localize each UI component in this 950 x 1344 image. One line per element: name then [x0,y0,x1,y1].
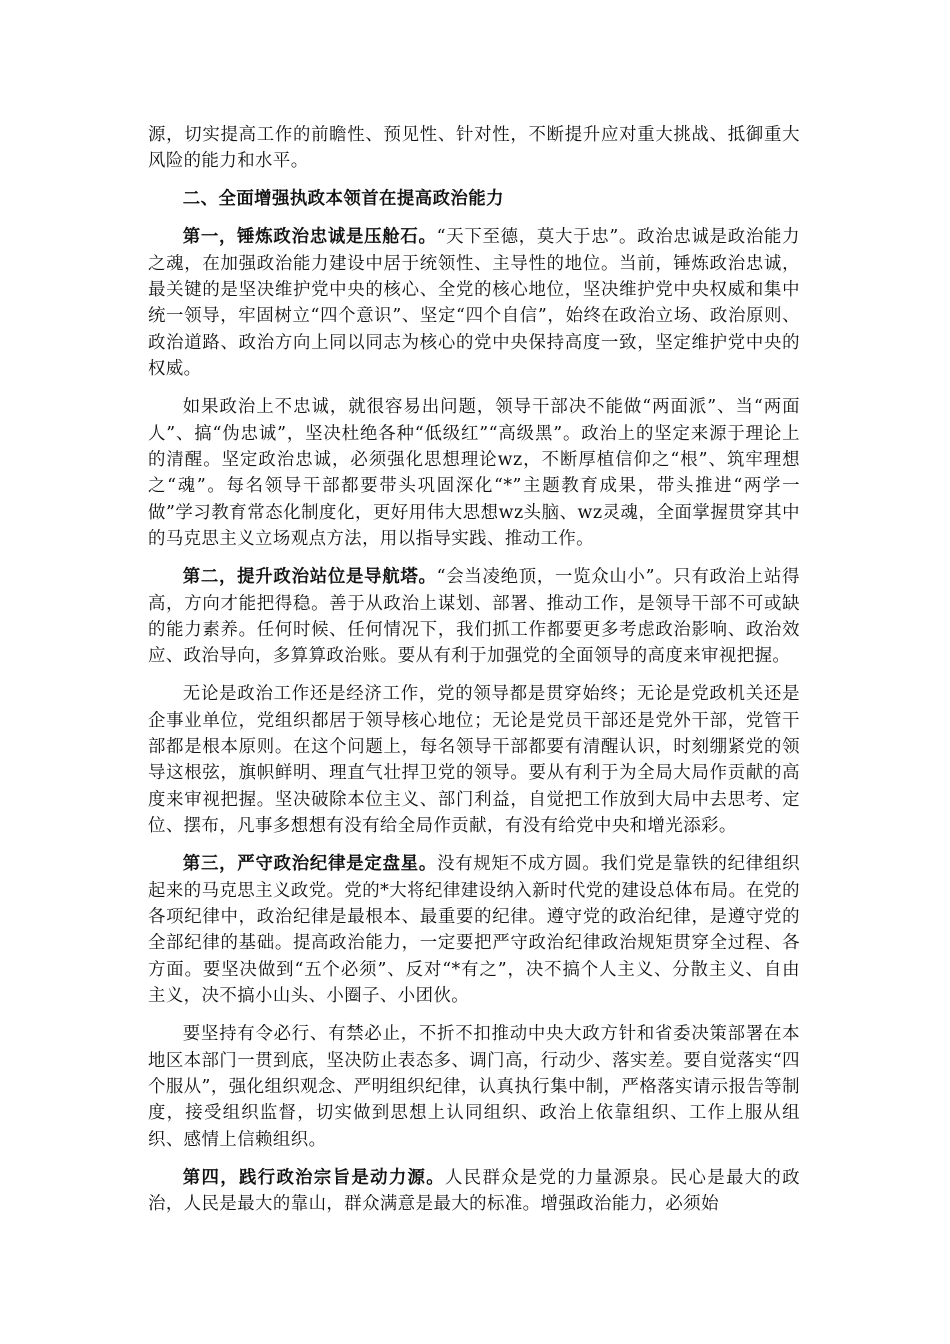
paragraph-third-discipline [148,851,800,1009]
paragraph-standpoint-detail [148,681,800,839]
paragraph-lead: 第四，践行政治宗旨是动力源。 [182,1167,446,1188]
continuation-paragraph: 源，切实提高工作的前瞻性、预见性、针对性，不断提升应对重大挑战、抵御重大风险的能力和水平。 [148,125,800,172]
paragraph-lead: 第三，严守政治纪律是定盘星。 [182,854,438,875]
paragraph-text: 人民群众是党的力量源泉。民心是最大的政治，人民是最大的靠山，群众满意是最大的标准。增强政治能力，必须始 [148,1167,800,1215]
paragraph-text: 要坚持有令必行、有禁必止，不折不扣推动中央大政方针和省委决策部署在本地区本部门一贯到底，坚决防止表态多、调门高，行动少、落实差。要自觉落实“四个服从”，强化组织观念、严明组织纪律，认真执行集中制，严格落实请示报告等制度，接受组织监督，切实做到思想上认同组织、政治上依靠组织、工作上服从组织、感情上信赖组织。 [148,1024,800,1150]
section-heading: 二、全面增强执政本领首在提高政治能力 [182,189,504,210]
paragraph-fourth-purpose [148,1165,800,1218]
paragraph-text: “会当凌绝顶，一览众山小”。只有政治上站得高，方向才能把得稳。善于从政治上谋划、部署、推动工作，是领导干部不可或缺的能力素养。任何时候、任何情况下，我们抓工作都要更多考虑政治影响、政治效应、政治导向，多算算政治账。要从有利于加强党的全面领导的高度来审视把握。 [148,567,800,667]
paragraph-text: 没有规矩不成方圆。我们党是靠铁的纪律组织起来的马克思主义政党。党的*大将纪律建设纳入新时代党的建设总体布局。在党的各项纪律中，政治纪律是最根本、最重要的纪律。遵守党的政治纪律，是遵守党的全部纪律的基础。提高政治能力，一定要把严守政治纪律政治规矩贯穿全过程、各方面。要坚决做到“五个必须”、反对“*有之”，决不搞个人主义、分散主义、自由主义，决不搞小山头、小圈子、小团伙。 [148,854,800,1007]
paragraph-lead: 第二，提升政治站位是导航塔。 [182,567,437,588]
paragraph-text: 无论是政治工作还是经济工作，党的领导都是贯穿始终；无论是党政机关还是企事业单位，党组织都居于领导核心地位；无论是党员干部还是党外干部，党管干部都是根本原则。在这个问题上，每名领导干部都要有清醒认识，时刻绷紧党的领导这根弦，旗帜鲜明、理直气壮捍卫党的领导。要从有利于为全局大局作贡献的高度来审视把握。坚决破除本位主义、部门利益，自觉把工作放到大局中去思考、定位、摆布，凡事多想想有没有给全局作贡献，有没有给党中央和增光添彩。 [148,684,800,837]
paragraph-loyalty-detail [148,394,800,552]
paragraph-first-loyalty [148,224,800,382]
paragraph-text: “天下至德，莫大于忠”。政治忠诚是政治能力之魂，在加强政治能力建设中居于统领性、主导性的地位。当前，锤炼政治忠诚，最关键的是坚决维护党中央的核心、全党的核心地位，坚决维护党中央权威和集中统一领导，牢固树立“四个意识”、坚定“四个自信”，始终在政治立场、政治原则、政治道路、政治方向上同以同志为核心的党中央保持高度一致，坚定维护党中央的权威。 [148,227,800,380]
paragraph-lead: 第一，锤炼政治忠诚是压舱石。 [182,227,437,248]
paragraph-discipline-detail [148,1021,800,1153]
document-page [148,122,800,1229]
paragraph-second-standpoint [148,564,800,670]
paragraph-text: 如果政治上不忠诚，就很容易出问题，领导干部决不能做“两面派”、当“两面人”、搞“伪忠诚”，坚决杜绝各种“低级红”“高级黑”。政治上的坚定来源于理论上的清醒。坚定政治忠诚，必须强化思想理论wz，不断厚植信仰之“根”、筑牢理想之“魂”。每名领导干部都要带头巩固深化“*”主题教育成果，带头推进“两学一做”学习教育常态化制度化，更好用伟大思想wz头脑、wz灵魂，全面掌握贯穿其中的马克思主义立场观点方法，用以指导实践、推动工作。 [148,397,800,550]
